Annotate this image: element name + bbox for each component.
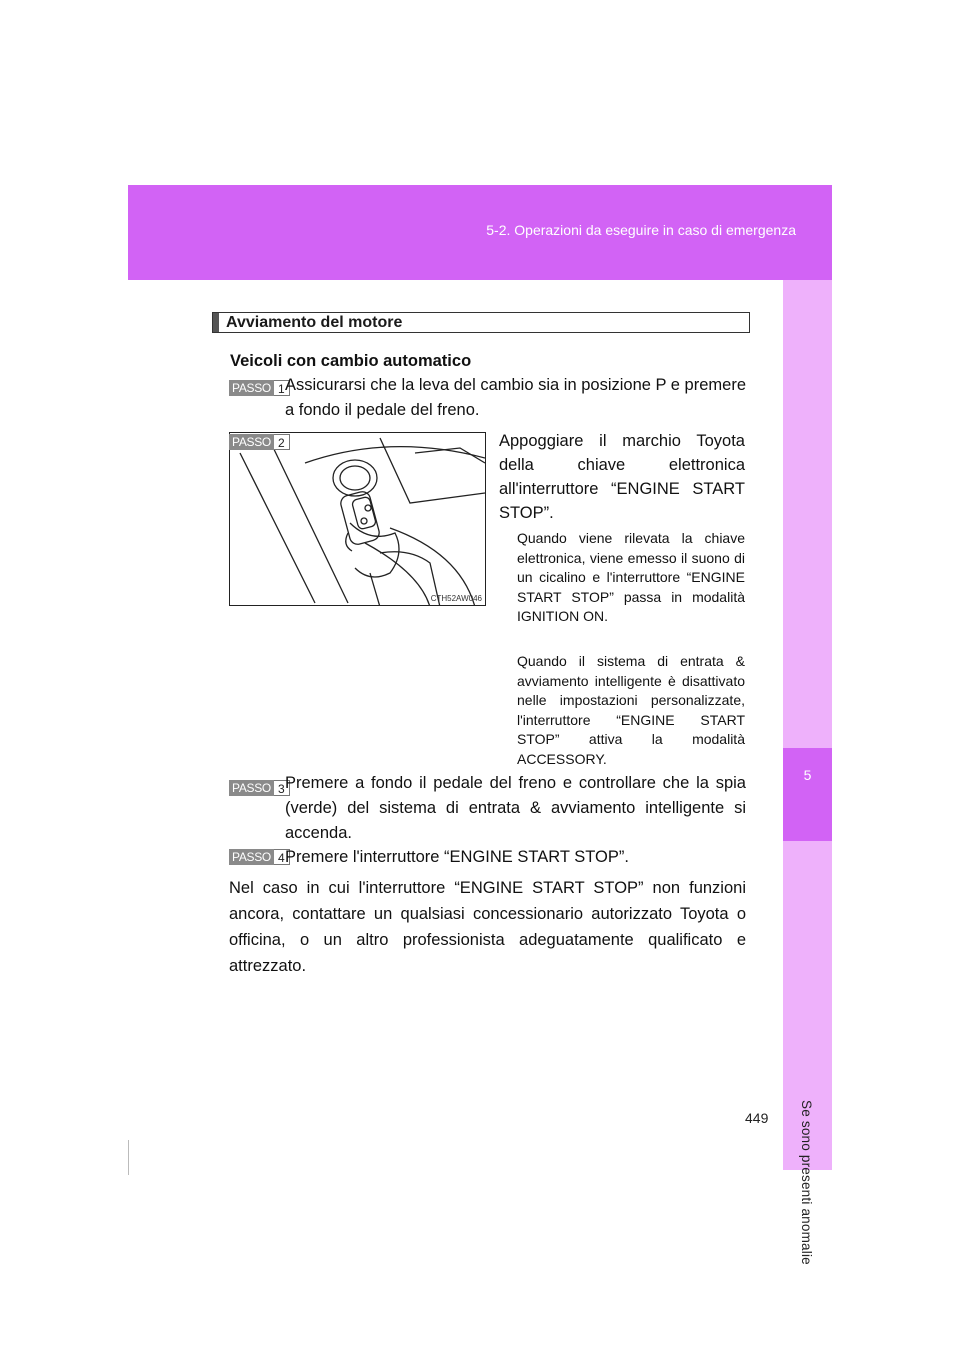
step-badge-1: [229, 380, 290, 396]
section-title: Avviamento del motore: [226, 314, 403, 331]
step-badge-word: PASSO: [229, 434, 274, 450]
step-4-text: Premere l'interruttore “ENGINE START STOP”.: [285, 848, 629, 866]
step-2-text: Appoggiare il marchio Toyota della chiave elettronica all'interruttore “ENGINE START STOP”.: [499, 432, 745, 522]
step-3-text: Premere a fondo il pedale del freno e controllare che la spia (verde) del sistema di entrata & avviamento intelligente si accenda.: [285, 774, 746, 842]
step-badge-word: PASSO: [229, 380, 274, 396]
key-fob-illustration: [229, 432, 486, 606]
step-badge-2: [229, 434, 290, 450]
crop-mark: [128, 1140, 129, 1175]
side-section-text: Se sono presenti anomalie: [799, 1100, 814, 1265]
step-badge-3: [229, 780, 290, 796]
illustration-drawing: [230, 433, 486, 606]
step-badge-number: 3: [274, 780, 290, 796]
step-badge-number: 4: [274, 849, 290, 865]
chapter-number-tab: 5: [783, 748, 832, 841]
step-badge-number: 2: [274, 434, 290, 450]
step-badge-word: PASSO: [229, 849, 274, 865]
section-title-box: [212, 312, 750, 333]
closing-paragraph: Nel caso in cui l'interruttore “ENGINE START STOP” non funzioni ancora, contattare un qualsiasi concessionario autorizzato Toyota o officina, o un altro professionista adeguatamente qualificato e attrezzato.: [229, 879, 746, 975]
note-1: Quando viene rilevata la chiave elettronica, viene emesso il suono di un cicalino e l'interruttore “ENGINE START STOP” passa in modalità IGNITION ON.: [517, 530, 745, 624]
page-number: 449: [745, 1110, 769, 1126]
chapter-title: 5-2. Operazioni da eseguire in caso di emergenza: [486, 222, 796, 238]
step-badge-word: PASSO: [229, 780, 274, 796]
chapter-header-band: [128, 185, 832, 280]
step-1-text: Assicurarsi che la leva del cambio sia in posizione P e premere a fondo il pedale del freno.: [285, 376, 747, 419]
note-2: Quando il sistema di entrata & avviamento intelligente è disattivato nelle impostazioni personalizzate, l'interruttore “ENGINE START STOP” attiva la modalità ACCESSORY.: [517, 653, 745, 767]
step-badge-number: 1: [274, 380, 290, 396]
subheading: Veicoli con cambio automatico: [230, 352, 472, 370]
step-badge-4: [229, 849, 290, 865]
side-thumb-strip: [783, 280, 832, 1265]
figure-code: CTH52AW046: [430, 594, 482, 603]
